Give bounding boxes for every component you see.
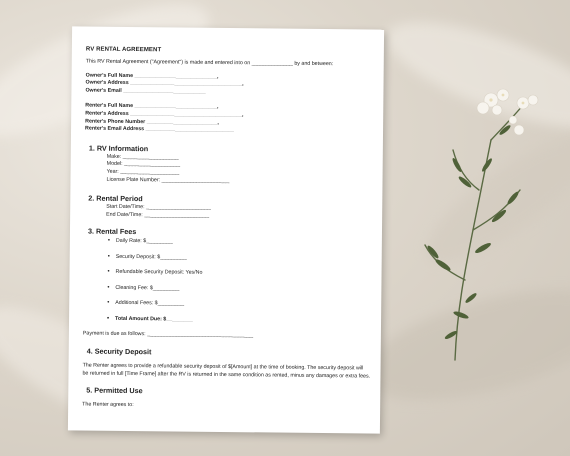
intro-text: This RV Rental Agreement ("Agreement") is made and entered into on ______________ by and between: xyxy=(85,58,334,68)
end-date-line: End Date/Time: ______________________ xyxy=(106,211,210,219)
list-item: • Security Deposit: $_________ xyxy=(108,254,372,264)
renter-email-line: Renter's Email Address ______________________________ xyxy=(85,125,234,134)
owner-email-line: Owner's Email ____________________________ xyxy=(85,87,206,95)
fees-list xyxy=(83,238,372,326)
renter-name-line: Renter's Full Name ____________________________, xyxy=(85,102,219,111)
section-heading-rv-information: 1. RV Information xyxy=(88,143,149,153)
make-line: Make: ___________________ xyxy=(106,153,179,161)
start-date-line: Start Date/Time: ______________________ xyxy=(106,203,211,211)
document-title: RV RENTAL AGREEMENT xyxy=(85,46,162,54)
section-heading-security-deposit: 4. Security Deposit xyxy=(86,346,152,357)
list-item: • Refundable Security Deposit: Yes/No xyxy=(108,269,372,279)
security-deposit-text: The Renter agrees to provide a refundable security deposit of $[Amount] at the time of booking. The security deposit will be returned in full [Time Frame] after the RV is returned in the same condition as rented, minus any damages or extra fees. xyxy=(82,362,371,380)
section-heading-rental-fees: 3. Rental Fees xyxy=(87,226,137,237)
permitted-use-text: The Renter agrees to: xyxy=(82,401,134,409)
list-item: • Total Amount Due: $_________ xyxy=(107,316,371,326)
payment-line: Payment is due as follows: ____________________________________ xyxy=(82,330,254,339)
list-item: • Additional Fees: $_________ xyxy=(107,300,371,310)
section-heading-rental-period: 2. Rental Period xyxy=(88,193,143,204)
renter-phone-line: Renter's Phone Number ________________________, xyxy=(85,118,219,126)
owner-name-line: Owner's Full Name ____________________________, xyxy=(85,72,219,80)
list-item: • Cleaning Fee: $_________ xyxy=(107,285,371,295)
license-plate-line: License Plate Number: _______________________ xyxy=(106,176,230,184)
dried-flower-sprig xyxy=(395,70,565,370)
rental-agreement-page xyxy=(68,26,384,433)
year-line: Year: ____________________ xyxy=(106,168,180,176)
renter-address-line: Renter's Address ______________________________________, xyxy=(85,110,244,119)
list-item: • Daily Rate: $_________ xyxy=(108,238,372,248)
owner-address-line: Owner's Address ______________________________________, xyxy=(85,79,244,88)
section-heading-permitted-use: 5. Permitted Use xyxy=(86,385,143,396)
model-line: Model: ___________________ xyxy=(106,161,181,168)
